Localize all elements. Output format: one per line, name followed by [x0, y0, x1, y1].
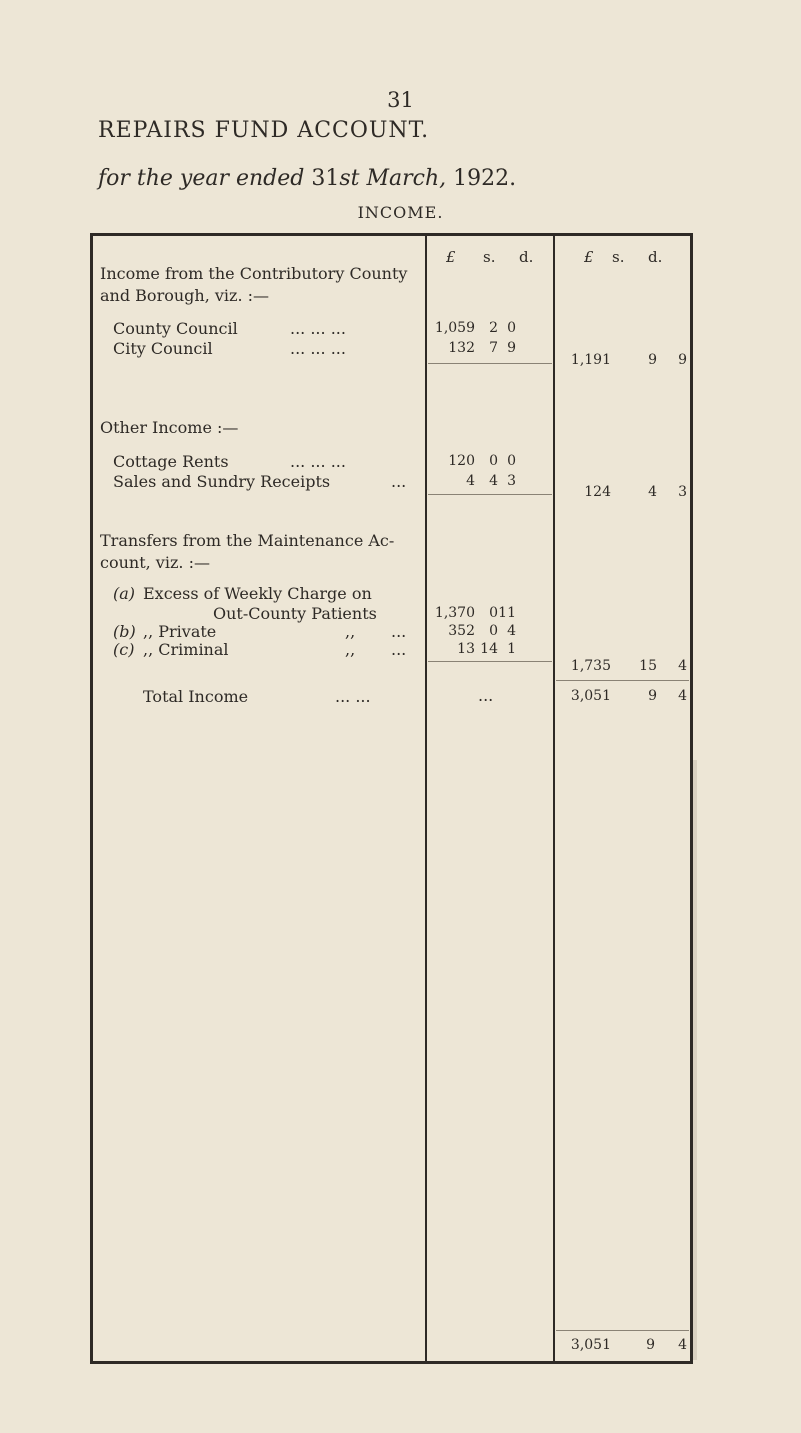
- group-total-pounds: 1,735: [570, 658, 611, 674]
- group-total-pence: 4: [678, 658, 687, 674]
- column-divider-2: [553, 233, 555, 1364]
- subtotal-rule: [428, 661, 552, 662]
- item-pence: 4: [507, 623, 516, 639]
- item-pounds: 132: [448, 340, 475, 356]
- page-title: REPAIRS FUND ACCOUNT.: [98, 118, 430, 143]
- item-shillings: 2: [489, 320, 498, 336]
- item-label: Cottage Rents: [113, 452, 229, 471]
- item-label: Sales and Sundry Receipts: [113, 472, 331, 491]
- table-top-rule: [90, 233, 693, 236]
- item-label: County Council: [113, 319, 238, 338]
- item-pounds: 1,059: [434, 320, 475, 336]
- ditto-mark: ,,: [345, 622, 356, 641]
- total-income-pounds: 3,051: [570, 688, 611, 704]
- group-total-shillings: 4: [648, 484, 657, 500]
- group-total-shillings: 9: [648, 352, 657, 368]
- group-heading-line: Other Income :—: [100, 418, 239, 437]
- item-pounds: 120: [448, 453, 475, 469]
- item-label-continued: Out-County Patients: [213, 604, 377, 623]
- grand-total-rule: [556, 1330, 689, 1331]
- total-income-label: Total Income: [143, 687, 249, 706]
- leader-dots: ...: [391, 622, 407, 641]
- group-heading-line: Income from the Contributory County: [100, 264, 408, 283]
- subtitle-day: 31: [311, 166, 340, 191]
- middle-column-dots: ...: [478, 686, 494, 705]
- col1-pound-header: £: [446, 248, 456, 266]
- item-pence: 0: [507, 320, 516, 336]
- item-pounds: 13: [457, 641, 475, 657]
- item-marker: (c): [113, 640, 135, 659]
- leader-dots: ...: [391, 640, 407, 659]
- table-left-rule: [90, 233, 93, 1364]
- item-pence: 11: [498, 605, 516, 621]
- page-number: 31: [387, 88, 414, 112]
- group-heading-line: and Borough, viz. :—: [100, 286, 270, 305]
- subtitle-year: 1922.: [453, 166, 517, 191]
- section-heading: INCOME.: [357, 203, 444, 222]
- grand-total-pounds: 3,051: [570, 1337, 611, 1353]
- group-heading-line: count, viz. :—: [100, 553, 210, 572]
- item-shillings: 4: [489, 473, 498, 489]
- item-pence: 9: [507, 340, 516, 356]
- item-shillings: 0: [489, 605, 498, 621]
- right-edge-shadow: [693, 760, 697, 1360]
- item-pence: 3: [507, 473, 516, 489]
- leader-dots: ... ...: [335, 687, 371, 706]
- subtitle-month: March,: [359, 166, 454, 191]
- item-label: ,, Criminal: [143, 640, 229, 659]
- group-heading-line: Transfers from the Maintenance Ac-: [100, 531, 395, 550]
- item-marker: (b): [113, 622, 136, 641]
- subtitle-suffix: st: [339, 166, 360, 191]
- col2-pence-header: d.: [648, 248, 663, 266]
- column-divider-1: [425, 233, 427, 1364]
- grand-total-pence: 4: [678, 1337, 687, 1353]
- group-total-pounds: 124: [584, 484, 611, 500]
- group-total-pence: 3: [678, 484, 687, 500]
- item-marker: (a): [113, 584, 136, 603]
- leader-dots: ...: [391, 472, 407, 491]
- subtotal-rule: [428, 363, 552, 364]
- item-label: City Council: [113, 339, 213, 358]
- item-pence: 0: [507, 453, 516, 469]
- item-shillings: 0: [489, 453, 498, 469]
- item-shillings: 0: [489, 623, 498, 639]
- item-pounds: 1,370: [434, 605, 475, 621]
- item-label: ,, Private: [143, 622, 217, 641]
- leader-dots: ... ... ...: [290, 339, 346, 358]
- col1-pence-header: d.: [519, 248, 534, 266]
- col2-shillings-header: s.: [612, 248, 625, 266]
- col2-pound-header: £: [584, 248, 594, 266]
- item-label: Excess of Weekly Charge on: [143, 584, 372, 603]
- subtotal-rule: [428, 494, 552, 495]
- group-total-pounds: 1,191: [570, 352, 611, 368]
- item-pence: 1: [507, 641, 516, 657]
- leader-dots: ... ... ...: [290, 452, 346, 471]
- item-pounds: 4: [466, 473, 475, 489]
- item-shillings: 14: [480, 641, 498, 657]
- ditto-mark: ,,: [345, 640, 356, 659]
- item-pounds: 352: [448, 623, 475, 639]
- column-divider-2-break: [553, 494, 555, 495]
- leader-dots: ... ... ...: [290, 319, 346, 338]
- group-total-shillings: 15: [639, 658, 657, 674]
- total-rule: [556, 680, 689, 681]
- group-total-pence: 9: [678, 352, 687, 368]
- item-shillings: 7: [489, 340, 498, 356]
- col1-shillings-header: s.: [483, 248, 496, 266]
- subtitle-prefix: for the year ended: [98, 166, 312, 191]
- page-subtitle: [98, 166, 516, 191]
- total-income-pence: 4: [678, 688, 687, 704]
- table-bottom-rule: [90, 1361, 693, 1364]
- total-income-shillings: 9: [648, 688, 657, 704]
- grand-total-shillings: 9: [646, 1337, 655, 1353]
